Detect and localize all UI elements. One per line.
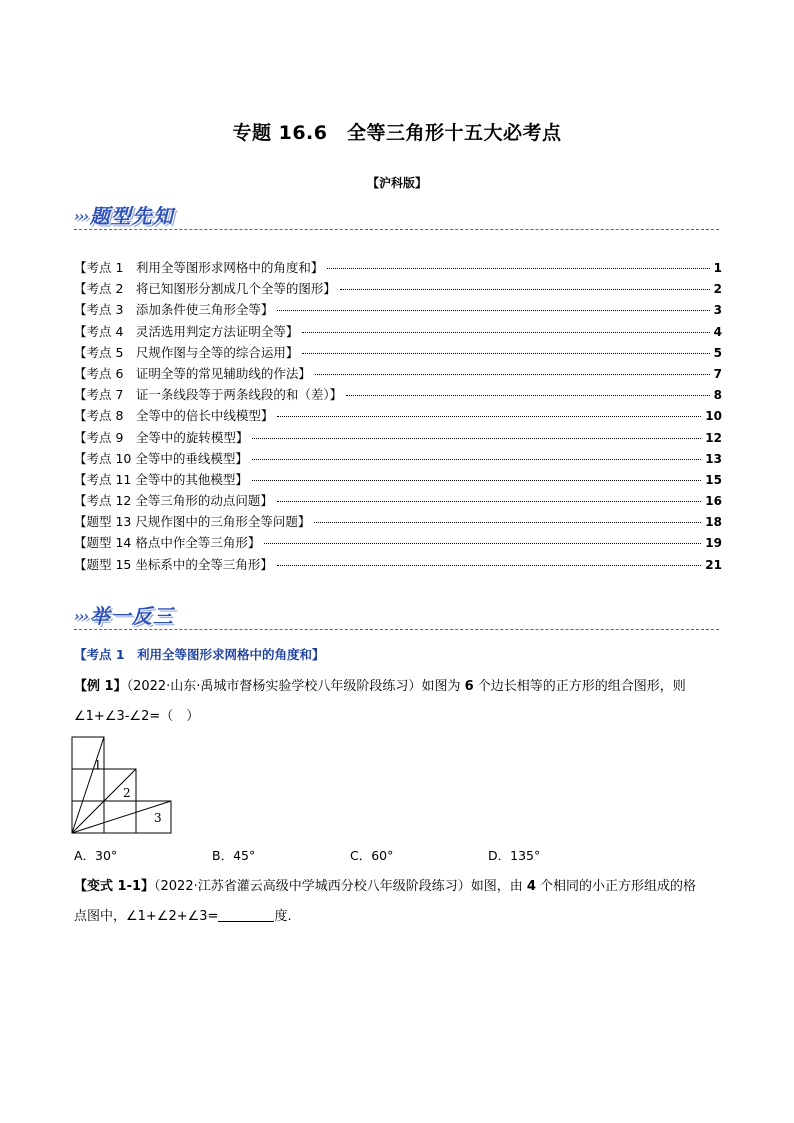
toc-item-page: 21	[705, 557, 722, 572]
toc-item-page: 10	[705, 409, 722, 424]
overview-banner	[74, 200, 174, 226]
variant-line-2	[74, 902, 724, 932]
toc-leader-dots	[277, 310, 709, 311]
toc-leader-dots	[315, 374, 710, 375]
toc-item-label: 【考点 8 全等中的倍长中线模型】	[74, 408, 274, 424]
toc-item-page: 3	[713, 303, 722, 318]
toc-item[interactable]	[74, 343, 722, 364]
toc-item[interactable]	[74, 385, 722, 406]
toc-leader-dots	[277, 565, 701, 566]
table-of-contents	[74, 258, 722, 576]
example-1-line-1	[74, 672, 724, 702]
toc-item[interactable]	[74, 364, 722, 385]
variant-line-1	[74, 872, 724, 902]
toc-leader-dots	[340, 289, 710, 290]
variant-source: （2022·江苏省灌云高级中学城西分校八年级阶段练习）	[154, 879, 471, 894]
option-a[interactable]: A．30°	[74, 848, 118, 863]
option-d[interactable]: D．135°	[488, 848, 541, 863]
variant-text: 点图中，∠1+∠2+∠3=	[74, 909, 219, 924]
overview-banner-text: 题型先知	[89, 204, 174, 228]
toc-item-label: 【考点 9 全等中的旋转模型】	[74, 429, 249, 445]
toc-item-page: 7	[713, 366, 722, 381]
variant-text: 度.	[274, 909, 292, 924]
toc-item-label: 【考点 3 添加条件使三角形全等】	[74, 302, 274, 318]
page-title: 专题 16.6 全等三角形十五大必考点	[232, 122, 562, 144]
toc-leader-dots	[314, 522, 701, 523]
arrows-icon: ›››	[74, 609, 88, 625]
toc-item-label: 【题型 14 格点中作全等三角形】	[74, 535, 261, 551]
toc-item[interactable]	[74, 406, 722, 427]
angle-3-label: 3	[154, 811, 162, 825]
toc-item-page: 1	[713, 261, 722, 275]
toc-leader-dots	[252, 459, 701, 460]
variant-text: 个相同的小正方形组成的格	[535, 879, 697, 894]
toc-item-label: 【考点 1 利用全等图形求网格中的角度和】	[74, 260, 324, 275]
option-c[interactable]: C．60°	[350, 848, 394, 863]
toc-item-label: 【考点 10 全等中的垂线模型】	[74, 450, 248, 466]
toc-item-page: 2	[713, 282, 722, 297]
toc-item[interactable]	[74, 512, 722, 533]
toc-leader-dots	[346, 395, 709, 396]
toc-item[interactable]	[74, 258, 722, 279]
toc-leader-dots	[252, 480, 701, 481]
edition-label: 【沪科版】	[366, 176, 427, 190]
toc-item-page: 4	[713, 324, 722, 339]
toc-leader-dots	[327, 268, 709, 269]
toc-item[interactable]	[74, 449, 722, 470]
practice-banner	[74, 600, 174, 626]
toc-item-label: 【考点 2 将已知图形分割成几个全等的图形】	[74, 281, 336, 297]
toc-leader-dots	[302, 353, 709, 354]
toc-item-label: 【考点 12 全等三角形的动点问题】	[74, 493, 273, 509]
toc-item-page: 19	[705, 536, 722, 551]
toc-item[interactable]	[74, 428, 722, 449]
toc-item[interactable]	[74, 491, 722, 512]
toc-item-page: 8	[713, 388, 722, 403]
toc-item-page: 15	[705, 472, 722, 487]
toc-item-page: 13	[705, 451, 722, 466]
squares-figure	[71, 736, 181, 838]
toc-item-page: 12	[705, 430, 722, 445]
variant-1-1-question	[74, 872, 724, 932]
toc-item-page: 18	[705, 515, 722, 530]
example-1-question	[74, 672, 724, 732]
answer-blank[interactable]	[218, 909, 274, 922]
arrows-icon: ›››	[74, 209, 88, 225]
toc-item-label: 【题型 15 坐标系中的全等三角形】	[74, 556, 273, 572]
example-1-line-2: ∠1+∠3-∠2=（ ）	[74, 709, 200, 724]
section-heading: 【考点 1 利用全等图形求网格中的角度和】	[74, 647, 325, 662]
variant-number: 4	[526, 879, 536, 894]
toc-leader-dots	[277, 501, 701, 502]
option-b[interactable]: B．45°	[212, 848, 256, 863]
divider	[74, 229, 719, 230]
angle-1-label: 1	[94, 758, 102, 772]
toc-item-label: 【考点 4 灵活选用判定方法证明全等】	[74, 323, 299, 339]
toc-item[interactable]	[74, 300, 722, 321]
example-1-source: （2022·山东·禹城市督杨实验学校八年级阶段练习）	[126, 679, 422, 694]
toc-item[interactable]	[74, 322, 722, 343]
toc-item[interactable]	[74, 533, 722, 554]
divider	[74, 629, 719, 630]
toc-item-label: 【考点 5 尺规作图与全等的综合运用】	[74, 344, 299, 360]
toc-item-page: 16	[705, 494, 722, 509]
variant-tag: 【变式 1-1】	[74, 879, 155, 894]
toc-leader-dots	[264, 543, 701, 544]
example-1-tag: 【例 1】	[74, 679, 127, 694]
practice-banner-text: 举一反三	[89, 604, 174, 628]
toc-item-label: 【考点 11 全等中的其他模型】	[74, 471, 248, 487]
example-1-text: 个边长相等的正方形的组合图形，则	[473, 679, 686, 694]
toc-leader-dots	[302, 332, 709, 333]
toc-item-label: 【题型 13 尺规作图中的三角形全等问题】	[74, 514, 311, 530]
toc-item-page: 5	[713, 345, 722, 360]
toc-leader-dots	[277, 416, 701, 417]
variant-text: 如图，由	[470, 879, 527, 894]
toc-item-label: 【考点 7 证一条线段等于两条线段的和（差）】	[74, 387, 343, 403]
toc-item[interactable]	[74, 279, 722, 300]
angle-2-label: 2	[123, 786, 131, 800]
example-1-text: 如图为	[421, 679, 465, 694]
toc-item-label: 【考点 6 证明全等的常见辅助线的作法】	[74, 365, 311, 381]
toc-item[interactable]	[74, 555, 722, 576]
figure-ray	[72, 737, 104, 833]
toc-item[interactable]	[74, 470, 722, 491]
example-1-number: 6	[464, 679, 474, 694]
toc-leader-dots	[252, 438, 701, 439]
